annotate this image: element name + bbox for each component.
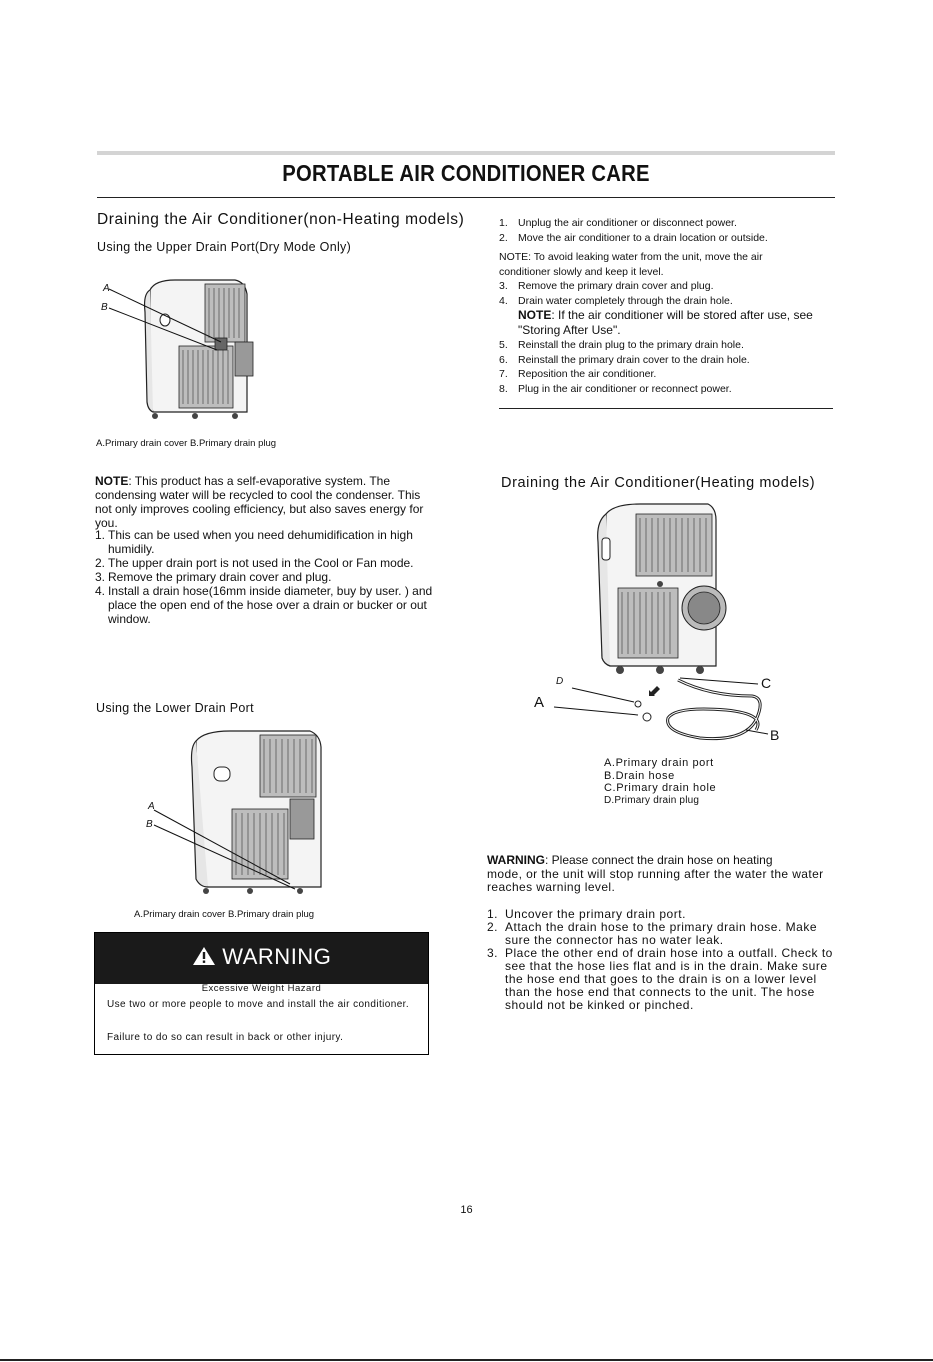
heating-heading: Draining the Air Conditioner(Heating models) (501, 475, 816, 491)
list-item: 1. Unplug the air conditioner or disconnect power. (499, 217, 737, 229)
note-line: NOTE: To avoid leaking water from the unit, move the air (499, 251, 763, 263)
heating-drain-steps (487, 908, 839, 1012)
figure3-label-b: B (770, 727, 780, 743)
heating-drain-illustration (530, 500, 800, 746)
list-item: 8. Plug in the air conditioner or reconnect power. (499, 382, 732, 395)
heating-warning: WARNING: Please connect the drain hose on heating mode, or the unit will stop running after the water the water reaches warning level. (487, 853, 824, 894)
list-item: 4. Install a drain hose(16mm inside diameter, buy by user. ) and place the open end of the hose over a drain or bucker or out window. (95, 584, 433, 626)
figure2-label-b: B (146, 819, 153, 830)
warning-title: WARNING (222, 944, 332, 969)
lower-drain-subheading: Using the Lower Drain Port (96, 701, 254, 715)
legend-item: B.Drain hose (604, 769, 675, 782)
upper-drain-steps (95, 528, 435, 626)
non-heating-heading: Draining the Air Conditioner(non-Heating models) (97, 211, 465, 228)
drain-steps-list (499, 216, 839, 396)
upper-drain-subheading: Using the Upper Drain Port(Dry Mode Only) (97, 240, 352, 254)
warning-subtitle: Excessive Weight Hazard (201, 983, 322, 994)
page-number: 16 (460, 1204, 473, 1216)
list-item: 4. Drain water completely through the drain hole. (499, 294, 733, 307)
note-line: conditioner slowly and keep it level. (499, 265, 664, 278)
figure3-label-d: D (556, 676, 564, 687)
list-item: 1. Uncover the primary drain port. (487, 907, 686, 921)
list-item: 2. Attach the drain hose to the primary drain hose. Make sure the connector has no water leak. (487, 920, 817, 947)
list-item: 3. Place the other end of drain hose into a outfall. Check to see that the hose lies flat and is in the drain. Make sure the hose end that goes to the drain is on a lower level than the hose end that connects to the unit. The hose should not be kinked or pinched. (487, 946, 833, 1012)
figure3-label-a: A (534, 694, 545, 711)
list-item: 5. Reinstall the drain plug to the primary drain hole. (499, 339, 744, 351)
figure3-label-c: C (761, 675, 772, 691)
warning-line-2: Failure to do so can result in back or other injury. (107, 1032, 344, 1043)
title-rule (97, 197, 835, 198)
list-item: 2. Move the air conditioner to a drain location or outside. (499, 231, 768, 244)
warning-box (94, 932, 429, 1055)
legend-item: A.Primary drain port (604, 757, 714, 769)
list-item: 3. Remove the primary drain cover and plug. (499, 280, 714, 292)
list-item: 3. Remove the primary drain cover and plug. (95, 570, 332, 584)
heating-warning-label: WARNING (487, 853, 545, 867)
self-evaporative-note (95, 474, 435, 530)
warning-header (95, 933, 428, 984)
list-item: 7. Reposition the air conditioner. (499, 368, 657, 380)
note-text: : This product has a self-evaporative system. The condensing water will be recycled to cool the condenser. This not only improves cooling efficiency, but also saves energy for you. (95, 474, 424, 530)
figure2-caption: A.Primary drain cover B.Primary drain plug (134, 909, 315, 920)
warning-triangle-icon (192, 944, 223, 969)
list-item: 2. The upper drain port is not used in the Cool or Fan mode. (95, 556, 414, 570)
warning-line-1: Use two or more people to move and install the air conditioner. (107, 999, 410, 1010)
legend-item: D.Primary drain plug (604, 794, 700, 806)
list-item: 1. This can be used when you need dehumidification in high humidily. (95, 528, 413, 556)
lower-drain-illustration (140, 727, 330, 897)
bottom-rule (0, 1359, 933, 1361)
figure1-caption: A.Primary drain cover B.Primary drain plug (96, 438, 277, 449)
legend-item: C.Primary drain hole (604, 782, 717, 794)
page-title: PORTABLE AIR CONDITIONER CARE (282, 160, 650, 186)
upper-drain-illustration (95, 272, 265, 424)
figure2-label-a: A (148, 801, 155, 812)
figure1-label-a: A (103, 283, 110, 294)
storage-note: NOTE: If the air conditioner will be stored after use, see "Storing After Use". (518, 308, 813, 337)
note2-label: NOTE (518, 308, 552, 322)
figure1-label-b: B (101, 302, 108, 313)
section-divider (499, 408, 833, 409)
header-bar (97, 151, 835, 155)
figure3-legend (604, 757, 716, 807)
list-item: 6. Reinstall the primary drain cover to the drain hole. (499, 353, 750, 366)
note-label: NOTE (95, 474, 129, 488)
